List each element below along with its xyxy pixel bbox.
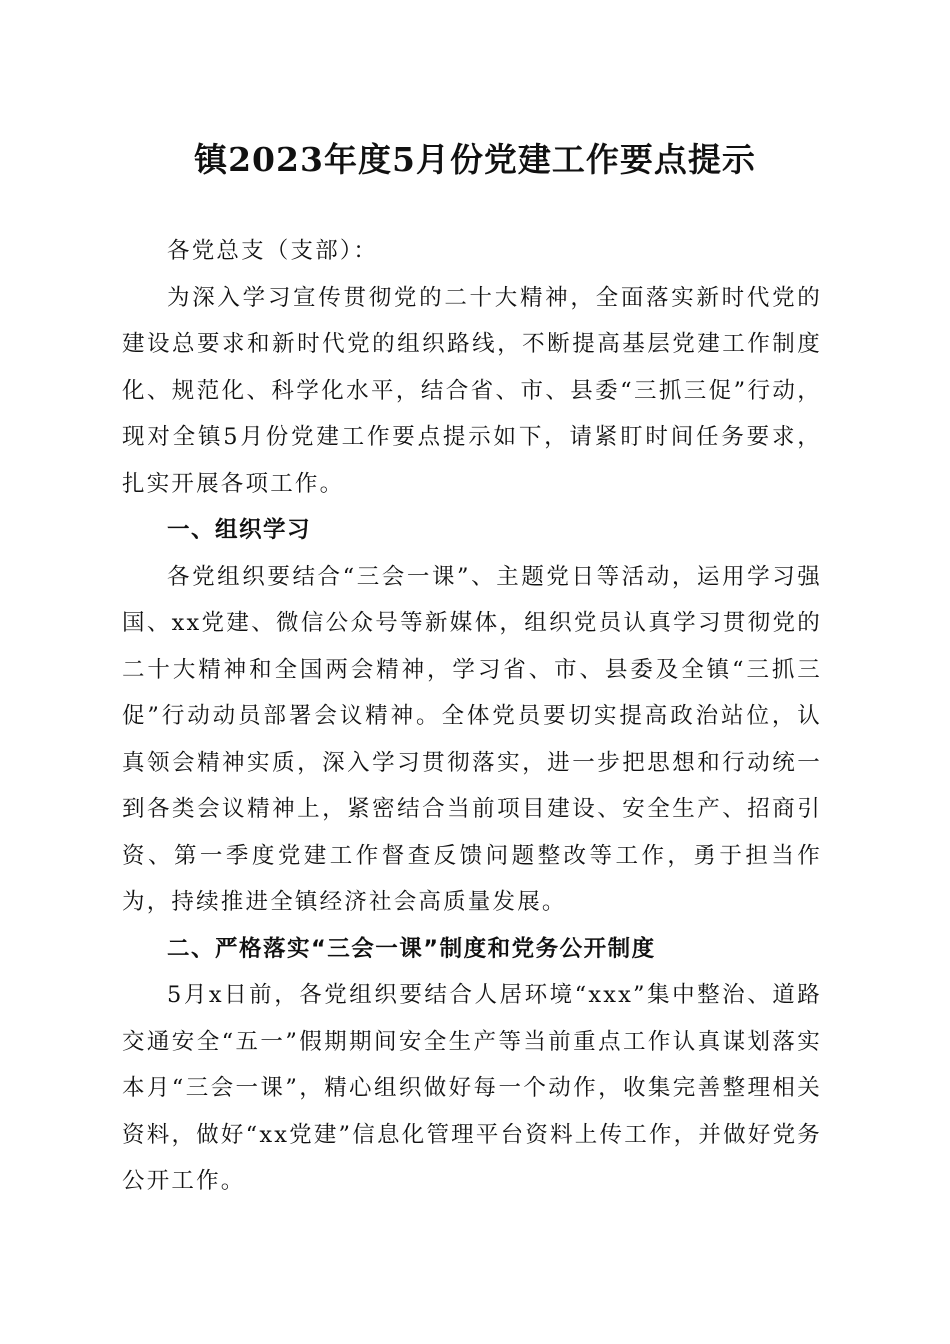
section-body-2: 5月x日前，各党组织要结合人居环境“xxx”集中整治、道路交通安全“五一”假期期间安全生产等当前重点工作认真谋划落实本月“三会一课”，精心组织做好每一个动作，收集完善整理相关资料，做好“xx党建”信息化管理平台资料上传工作，并做好党务公开工作。 xyxy=(122,982,822,1194)
intro-paragraph: 为深入学习宣传贯彻党的二十大精神，全面落实新时代党的建设总要求和新时代党的组织路线，不断提高基层党建工作制度化、规范化、科学化水平，结合省、市、县委“三抓三促”行动，现对全镇5月份党建工作要点提示如下，请紧盯时间任务要求，扎实开展各项工作。 xyxy=(122,284,822,497)
salutation: 各党总支（支部）： xyxy=(167,238,379,264)
section-heading-1: 一、组织学习 xyxy=(167,517,312,543)
document-body xyxy=(122,228,822,1205)
section-heading-2: 二、严格落实“三会一课”制度和党务公开制度 xyxy=(167,935,656,962)
document-title: 镇2023年度5月份党建工作要点提示 xyxy=(194,140,756,179)
section-body-1: 各党组织要结合“三会一课”、主题党日等活动，运用学习强国、xx党建、微信公众号等新媒体，组织党员认真学习贯彻党的二十大精神和全国两会精神，学习省、市、县委及全镇“三抓三促”行动动员部署会议精神。全体党员要切实提高政治站位，认真领会精神实质，深入学习贯彻落实，进一步把思想和行动统一到各类会议精神上，紧密结合当前项目建设、安全生产、招商引资、第一季度党建工作督查反馈问题整改等工作，勇于担当作为，持续推进全镇经济社会高质量发展。 xyxy=(122,563,822,915)
